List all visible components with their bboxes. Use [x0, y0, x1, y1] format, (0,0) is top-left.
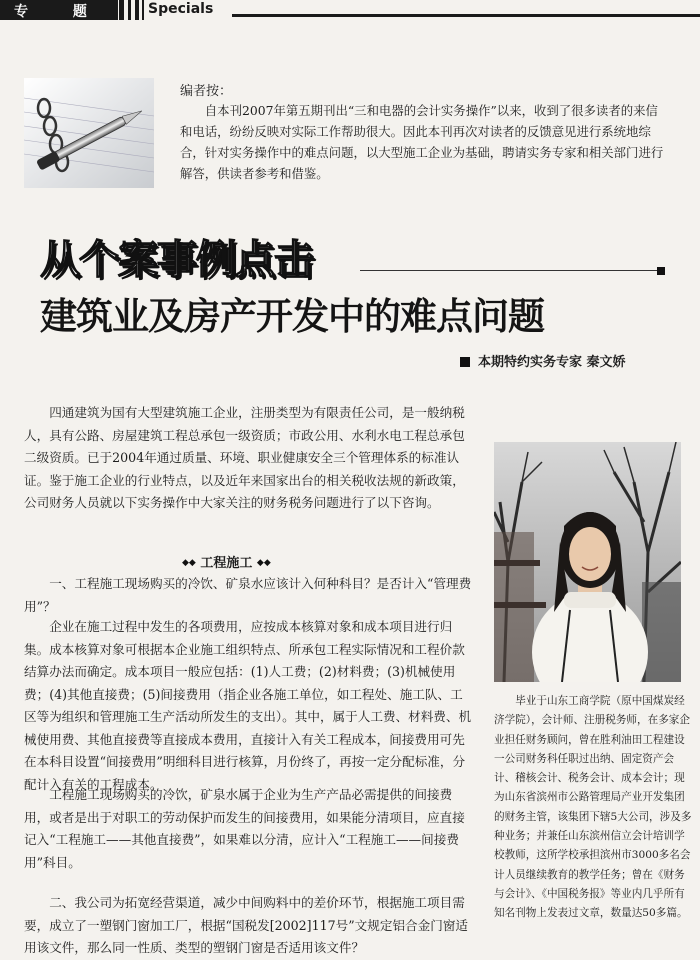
editor-note-label: 编者按： — [180, 84, 233, 99]
byline — [460, 351, 626, 370]
byline-text: 本期特约实务专家 秦文娇 — [478, 355, 626, 370]
header-rule — [232, 14, 700, 17]
author-photo — [494, 442, 681, 682]
question-1: 一、工程施工现场购买的冷饮、矿泉水应该计入何种科目？是否计入“管理费用”？ — [24, 576, 472, 614]
diamond-icon: ◆◆ — [182, 558, 196, 568]
editor-note-text: 自本刊2007年第五期刊出“三和电器的会计实务操作”以来，收到了很多读者的来信和电话，纷纷反映对实际工作帮助很大。因此本刊再次对读者的反馈意见进行系统地综合，针对实务操作中的难点问题，以大型施工企业为基础，聘请实务专家和相关部门进行解答，供读者参考和借鉴。 — [180, 103, 664, 181]
intro-paragraph: 四通建筑为国有大型建筑施工企业，注册类型为有限责任公司，是一般纳税人，具有公路、房屋建筑工程总承包一级资质；市政公用、水利水电工程总承包二级资质。已于2004年通过质量、环境、职业健康安全三个管理体系的标准认证。鉴于施工企业的行业特点，以及近年来国家出台的相关税收法规的新政策，公司财务人员就以下实务操作中大家关注的财务税务问题进行了以下咨询。 — [24, 405, 465, 510]
section-header — [0, 0, 700, 20]
answer-1-paragraph-1: 企业在施工过程中发生的各项费用，应按成本核算对象和成本项目进行归集。成本核算对象可根据本企业施工组织特点、所承包工程实际情况和工程价款结算办法而确定。成本项目一般应包括：(1)人工费；(2)材料费；(3)机械使用费；(4)其他直接费；(5)间接费用（指企业各施工单位，如工程处、施工队、工区等为组织和管理施工生产活动所发生的支出）。其中，属于人工费、材料费、机械使用费、其他直接费等直接成本费用，直接计入有关工程成本，间接费用可先在本科目设置“间接费用”明细科目进行核算，月份终了，再按一定分配标准，分配计入有关的工程成本。 — [24, 619, 472, 792]
section-label-box — [0, 0, 118, 20]
decorative-bars — [119, 0, 145, 20]
section-label-en: Specials — [148, 1, 214, 17]
title-rule — [360, 270, 658, 271]
title-square-marker — [657, 267, 665, 275]
answer-1-paragraph-2: 工程施工现场购买的冷饮，矿泉水属于企业为生产产品必需提供的间接费用，或者是出于对职工的劳动保护而发生的间接费用，如果能分清项目，应直接记入“工程施工——其他直接费”，如果难以分清，应计入“工程施工——间接费用”科目。 — [24, 787, 465, 870]
section-heading — [182, 552, 271, 571]
pen-notebook-image — [24, 78, 154, 188]
section-heading-text: 工程施工 — [200, 556, 253, 571]
title-line-2: 建筑业及房产开发中的难点问题 — [40, 295, 544, 338]
question-2: 二、我公司为拓宽经营渠道，减少中间购料中的差价环节，根据施工项目需要，成立了一塑钢门窗加工厂，根据“国税发[2002]117号”文规定铝合金门窗适用该文件，那么同一性质、类型的塑钢门窗是否适用该文件？ — [24, 895, 469, 955]
diamond-icon: ◆◆ — [256, 558, 271, 568]
title-line-1: 从个案事例点击 — [40, 237, 313, 283]
author-bio: 毕业于山东工商学院（原中国煤炭经济学院），会计师、注册税务师，在多家企业担任财务顾问，曾在胜利油田工程建设一公司财务科任职过出纳、固定资产会计、稽核会计、税务会计、成本会计；现为山东省滨州市公路管理局产业开发集团的财务主管，该集团下辖5大公司，涉及多种业务；并兼任山东滨州信立会计培训学校教师，这所学校承担滨州市3000多名会计人员继续教育的教学任务；曾在《财务与会计》、《中国税务报》等业内几乎所有知名刊物上发表过文章，数量达50多篇。 — [494, 695, 692, 920]
byline-square-icon — [460, 357, 470, 367]
section-label: 专 题 — [14, 4, 107, 20]
